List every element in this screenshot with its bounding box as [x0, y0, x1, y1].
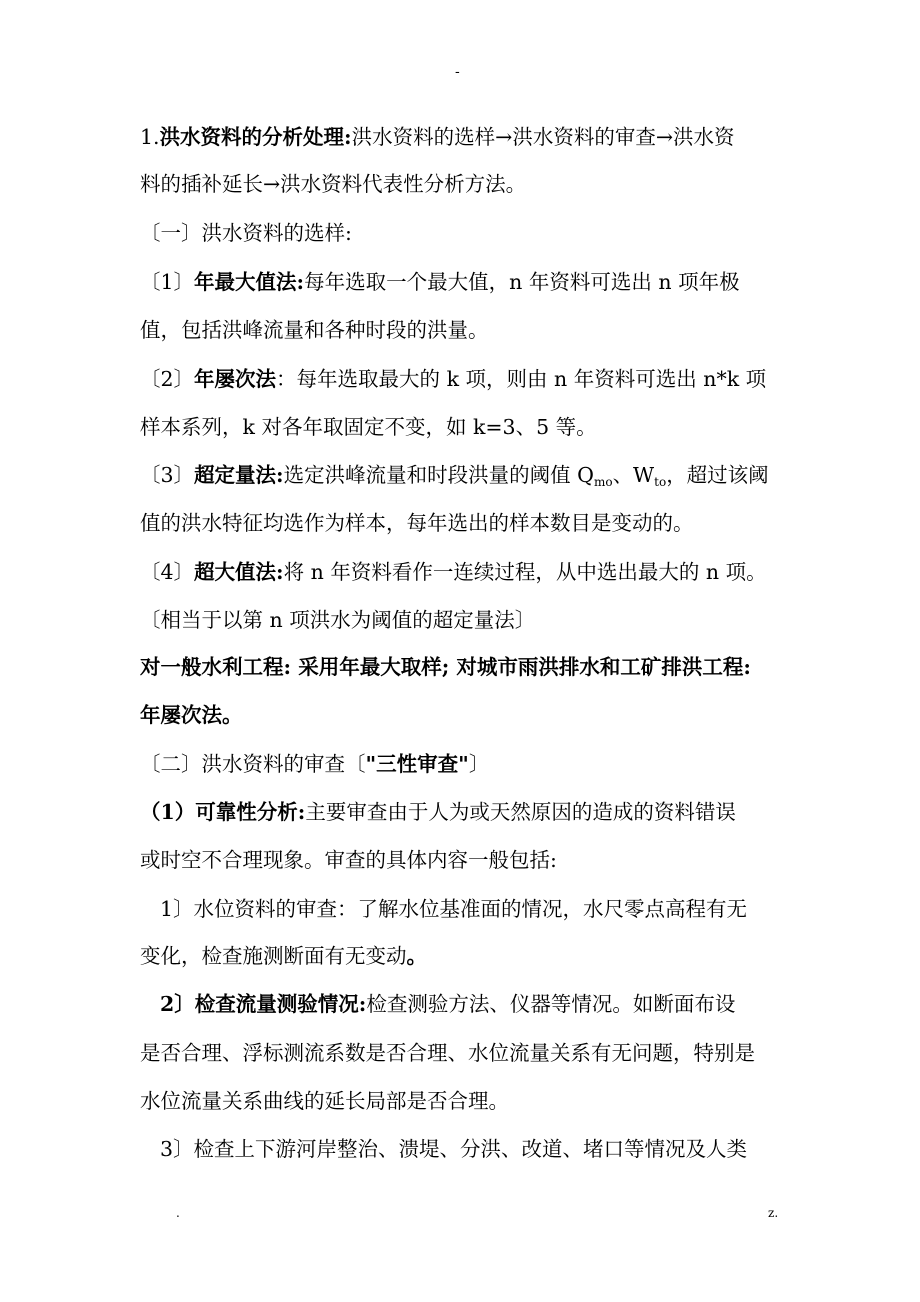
item-number: 〔1〕 [140, 270, 195, 294]
item-heading: 2〕检查流量测验情况: [160, 992, 367, 1016]
method-4-line-2: 〔相当于以第 n 项洪水为阈值的超定量法〕 [140, 608, 536, 632]
review-3-line-1 [160, 994, 735, 1015]
item-number: 〔3〕 [140, 463, 195, 487]
item-heading: 年屡次法 [194, 367, 277, 391]
method-2-line-2: 样本系列，k 对各年取固定不变，如 k=3、5 等。 [140, 415, 597, 439]
review-2-line-2 [140, 946, 427, 967]
header-mark: - [455, 64, 460, 80]
section-1-title: 〔一〕洪水资料的选样: [140, 221, 352, 245]
method-2-line-1 [140, 369, 766, 390]
subscript-to: to [654, 475, 667, 489]
item-text: 变化，检查施测断面有无变动 [140, 944, 407, 968]
item-text: 将 n 年资料看作一连续过程，从中选出最大的 n 项。 [283, 560, 767, 584]
item-number: 〔4〕 [140, 560, 195, 584]
review-2-line-1: 1〕水位资料的审查：了解水位基准面的情况，水尺零点高程有无 [160, 897, 748, 921]
section-title-bold: "三性审查" [365, 752, 469, 776]
item-text: 检查测验方法、仪器等情况。如断面布设 [366, 992, 736, 1016]
bold-note-line-2: 年屡次法。 [140, 703, 243, 727]
item-heading: 超大值法: [194, 560, 284, 584]
item-text: 选定洪峰流量和时段洪量的阈值 Q [283, 463, 594, 487]
method-3-line-2: 值的洪水特征均选作为样本，每年选出的样本数目是变动的。 [140, 511, 694, 535]
section-2-title [140, 754, 489, 775]
method-1-line-2: 值，包括洪峰流量和各种时段的洪量。 [140, 318, 489, 342]
item-text: 主要审查由于人为或天然原因的造成的资料错误 [305, 800, 736, 824]
method-3-line-1 [140, 465, 769, 488]
subscript-mo: mo [593, 475, 613, 489]
item-text: 。 [406, 944, 427, 968]
item-text: ：每年选取最大的 k 项，则由 n 年资料可选出 n*k 项 [276, 367, 767, 391]
method-4-line-1 [140, 562, 767, 583]
method-1-line-1 [140, 272, 740, 293]
para-text: 洪水资料的选样→洪水资料的审查→洪水资 [351, 125, 735, 149]
para-1-line-1 [140, 127, 735, 148]
review-3-line-3: 水位流量关系曲线的延长局部是否合理。 [140, 1089, 509, 1113]
item-heading: （1）可靠性分析: [140, 800, 306, 824]
para-number: 1. [140, 125, 160, 149]
review-1-line-1 [140, 802, 736, 823]
footer-right-mark: z. [768, 1206, 779, 1220]
item-number: 〔2〕 [140, 367, 195, 391]
item-text: 、W [612, 463, 655, 487]
review-3-line-2: 是否合理、浮标测流系数是否合理、水位流量关系有无问题，特别是 [140, 1041, 755, 1065]
item-text: 每年选取一个最大值，n 年资料可选出 n 项年极 [304, 270, 740, 294]
footer-left-mark: . [176, 1206, 180, 1220]
review-4-line-1: 3〕检查上下游河岸整治、溃堤、分洪、改道、堵口等情况及人类 [160, 1137, 748, 1161]
item-heading: 超定量法: [194, 463, 284, 487]
review-1-line-2: 或时空不合理现象。审查的具体内容一般包括: [140, 848, 557, 872]
bold-note-line-1: 对一般水利工程: 采用年最大取样; 对城市雨洪排水和工矿排洪工程: [140, 655, 751, 679]
item-text: ，超过该阈 [666, 463, 769, 487]
item-heading: 年最大值法: [194, 270, 305, 294]
para-1-line-2: 料的插补延长→洪水资料代表性分析方法。 [140, 172, 527, 196]
section-title-text: 〔二〕洪水资料的审查〔 [140, 752, 366, 776]
section-title-text: 〕 [468, 752, 490, 776]
para-heading: 洪水资料的分析处理: [159, 125, 352, 149]
